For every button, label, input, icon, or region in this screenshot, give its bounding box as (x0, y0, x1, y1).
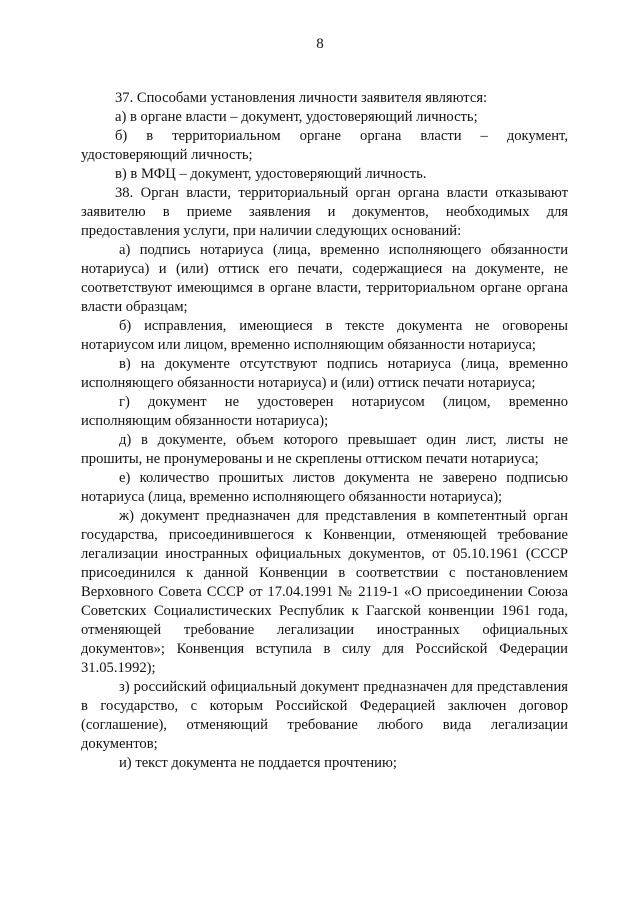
paragraph-38-i: и) текст документа не поддается прочтению; (119, 755, 397, 771)
paragraph-38-g: г) документ не удостоверен нотариусом (лицом, временно исполняющим обязанности нотариуса); (81, 394, 568, 429)
paragraph-37-a: а) в органе власти – документ, удостоверяющий личность; (115, 109, 478, 125)
paragraph-38: 38. Орган власти, территориальный орган органа власти отказывают заявителю в приеме заявления и документов, необходимых для предоставления услуги, при наличии следующих оснований: (81, 185, 568, 239)
paragraph-37: 37. Способами установления личности заявителя являются: (115, 90, 488, 106)
paragraph-38-b: б) исправления, имеющиеся в тексте документа не оговорены нотариусом или лицом, временно исполняющим обязанности нотариуса; (81, 318, 568, 353)
paragraph-38-d: д) в документе, объем которого превышает один лист, листы не прошиты, не пронумерованы и не скреплены оттиском печати нотариуса; (81, 432, 568, 467)
paragraph-38-z: з) российский официальный документ предназначен для представления в государство, с которым Российской Федерацией заключен договор (соглашение), отменяющий требование любого вида легализации документов; (81, 679, 568, 752)
document-body (81, 89, 568, 773)
page-number: 8 (316, 36, 324, 52)
paragraph-38-v: в) на документе отсутствуют подпись нотариуса (лица, временно исполняющего обязанности нотариуса) и (или) оттиск печати нотариуса; (81, 356, 568, 391)
paragraph-37-v: в) в МФЦ – документ, удостоверяющий личность. (115, 166, 427, 182)
paragraph-37-b: б) в территориальном органе органа власти – документ, удостоверяющий личность; (81, 128, 568, 163)
paragraph-38-zh: ж) документ предназначен для представления в компетентный орган государства, присоединившегося к Конвенции, отменяющей требование легализации иностранных официальных документов, от 05.10.1961 (СССР присоединился к данной Конвенции в соответствии с постановлением Верховного Совета СССР от 17.04.1991 № 2119-1 «О присоединении Союза Советских Социалистических Республик к Гаагской конвенции 1961 года, отменяющей требование легализации иностранных официальных документов»; Конвенция вступила в силу для Российской Федерации 31.05.1992); (81, 508, 568, 676)
paragraph-38-a: а) подпись нотариуса (лица, временно исполняющего обязанности нотариуса) и (или) оттиск его печати, содержащиеся на документе, не соответствуют имеющимся в органе власти, территориальном органе органа власти образцам; (81, 242, 568, 315)
paragraph-38-e: е) количество прошитых листов документа не заверено подписью нотариуса (лица, временно исполняющего обязанности нотариуса); (81, 470, 568, 505)
